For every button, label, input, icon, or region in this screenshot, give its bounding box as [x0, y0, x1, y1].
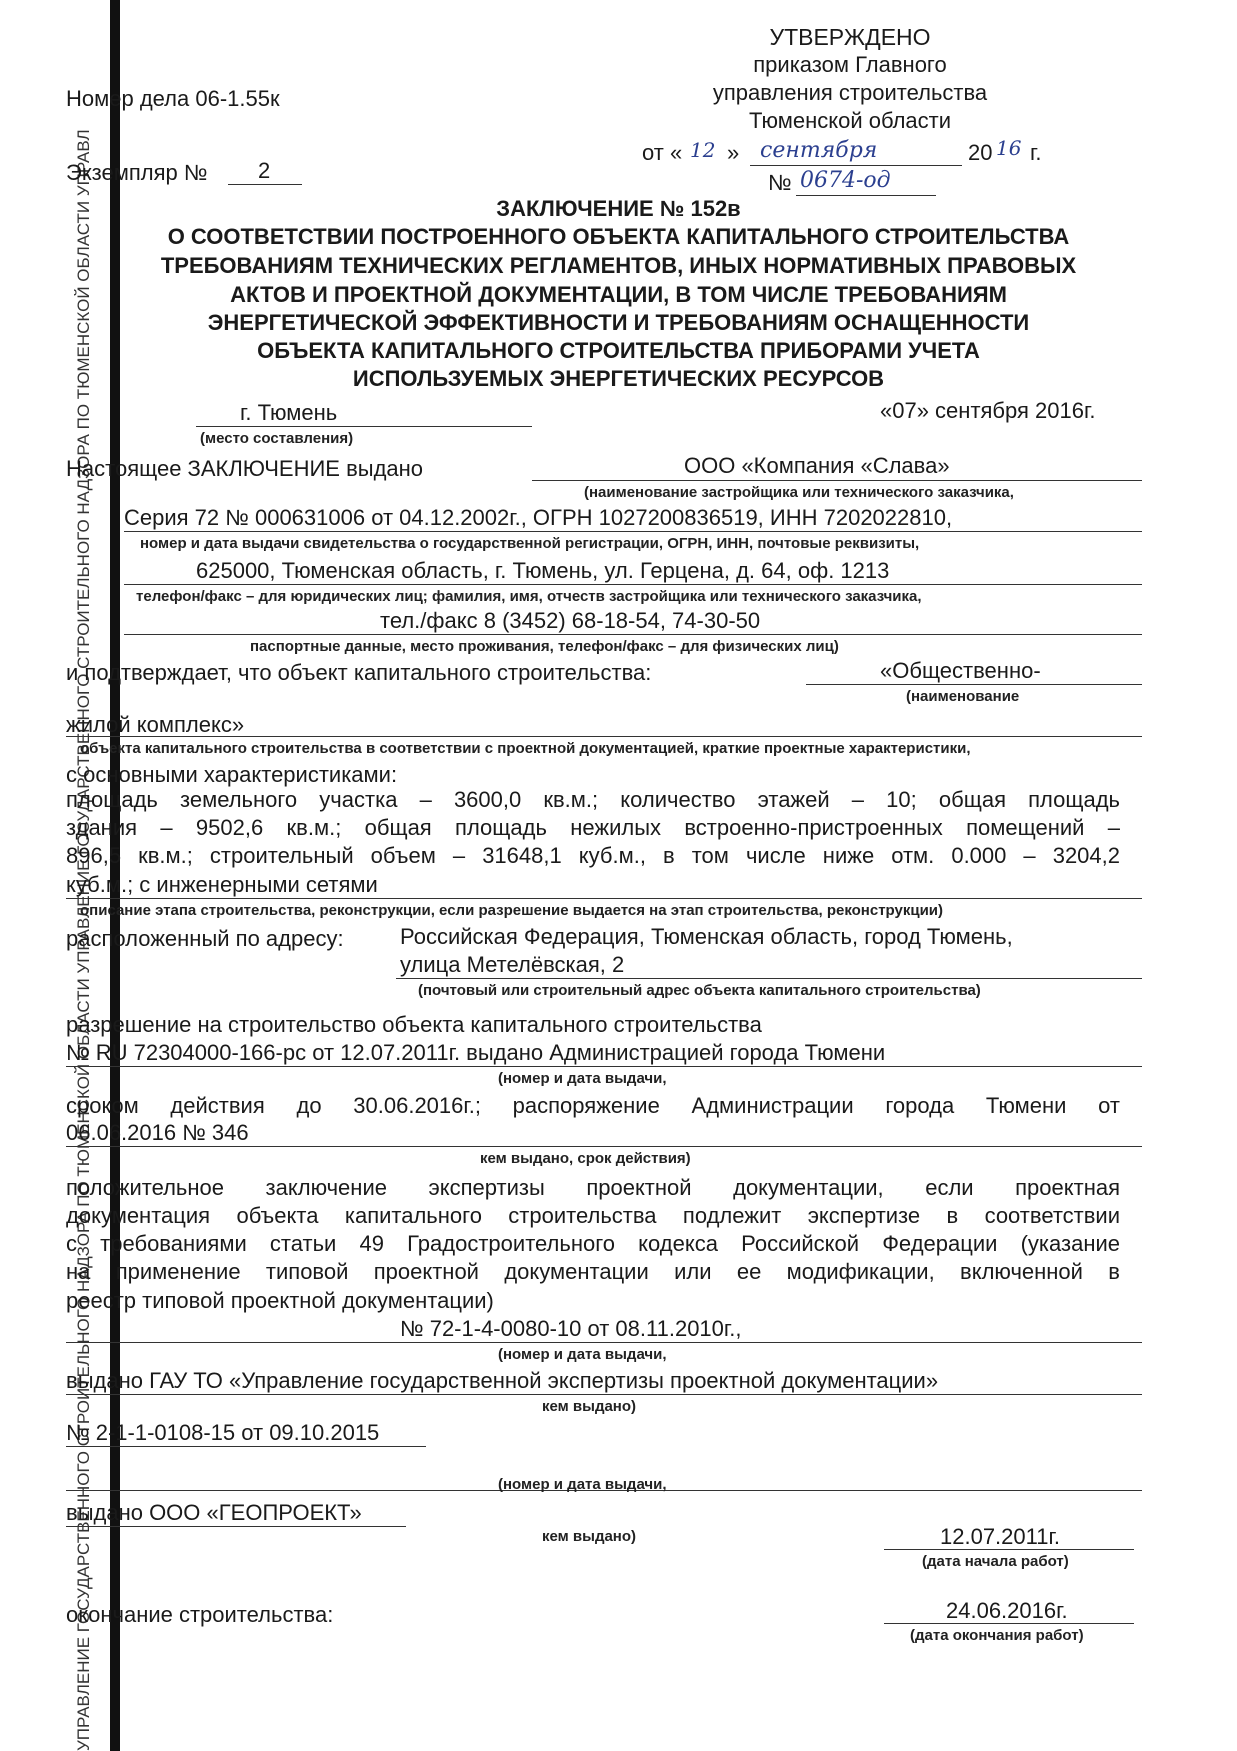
case-number: Номер дела 06-1.55к — [66, 86, 280, 111]
copy-number: 2 — [258, 158, 271, 183]
expertise-number-line — [66, 1342, 1142, 1343]
confirms-label: и подтверждает, что объект капитального строительства: — [66, 660, 652, 685]
copy-label: Экземпляр № — [66, 160, 208, 185]
end-caption: (дата окончания работ) — [910, 1627, 1084, 1644]
second-number-caption: (номер и дата выдачи, — [498, 1476, 667, 1493]
developer-line — [532, 480, 1142, 481]
developer-caption: (наименование застройщика или технического заказчика, — [584, 484, 1014, 501]
location-line1: Российская Федерация, Тюменская область, город Тюмень, — [400, 924, 1013, 949]
characteristics-line4: куб.м.; с инженерными сетями — [66, 872, 378, 897]
phone-line — [124, 634, 1142, 635]
end-date: 24.06.2016г. — [946, 1598, 1068, 1623]
approval-line3: Тюменской области — [748, 108, 952, 133]
expertise-line5: реестр типовой проектной документации) — [66, 1288, 494, 1313]
place-caption: (место составления) — [200, 430, 354, 447]
validity-caption: кем выдано, срок действия) — [480, 1150, 691, 1167]
stage-caption: описание этапа строительства, реконструкции, если разрешение выдается на этап строительства, реконструкции) — [80, 902, 944, 919]
expertise-number-caption: (номер и дата выдачи, — [498, 1346, 667, 1363]
postal-caption: телефон/факс – для юридических лиц; фамилия, имя, отчеств застройщика или технического заказчика, — [136, 588, 922, 605]
validity-line2: 06.06.2016 № 346 — [66, 1120, 249, 1145]
approval-date-mid: » — [727, 140, 740, 165]
second-number: № 2-1-1-0108-15 от 09.10.2015 — [66, 1420, 380, 1445]
second-number-underline — [66, 1446, 426, 1447]
heading-line6: ОБЪЕКТА КАПИТАЛЬНОГО СТРОИТЕЛЬСТВА ПРИБОРАМИ УЧЕТА — [257, 338, 980, 363]
place-line — [196, 426, 532, 427]
expertise-issuer-caption: кем выдано) — [542, 1398, 637, 1415]
postal-line — [124, 584, 1142, 585]
approval-month-line — [750, 165, 962, 166]
postal-address: 625000, Тюменская область, г. Тюмень, ул. Герцена, д. 64, оф. 1213 — [196, 558, 890, 583]
document-date: «07» сентября 2016г. — [880, 398, 1096, 423]
characteristics-line3: 896,5 кв.м.; строительный объем – 31648,1 куб.м., в том числе ниже отм. 0.000 – 3204,2 — [66, 843, 1120, 868]
location-underline — [396, 978, 1142, 979]
approval-date-prefix: от « — [642, 140, 683, 165]
heading-line1: ЗАКЛЮЧЕНИЕ № 152в — [496, 196, 741, 221]
expertise-line2: документация объекта капитального строительства подлежит экспертизе в соответствии — [66, 1203, 1120, 1228]
approval-num: 0674-од — [800, 168, 891, 193]
expertise-issuer-line — [66, 1394, 1142, 1395]
registration: Серия 72 № 000631006 от 04.12.2002г., ОГРН 1027200836519, ИНН 7202022810, — [124, 505, 953, 530]
second-issuer-underline — [66, 1526, 406, 1527]
object-name-part2: жилой комплекс» — [66, 712, 245, 737]
developer-name: ООО «Компания «Слава» — [684, 453, 950, 478]
object-name-line1 — [806, 684, 1142, 685]
phone-caption: паспортные данные, место проживания, телефон/факс – для физических лиц) — [250, 638, 839, 655]
object-name-caption: (наименование — [906, 688, 1020, 705]
heading-line7: ИСПОЛЬЗУЕМЫХ ЭНЕРГЕТИЧЕСКИХ РЕСУРСОВ — [352, 366, 885, 391]
approval-num-label: № — [768, 170, 792, 195]
approval-title: УТВЕРЖДЕНО — [769, 24, 931, 50]
object-caption: объекта капитального строительства в соответствии с проектной документацией, краткие проектные характеристики, — [80, 740, 971, 757]
start-caption: (дата начала работ) — [922, 1553, 1069, 1570]
permit-value: № RU 72304000-166-рс от 12.07.2011г. выдано Администрацией города Тюмени — [66, 1040, 886, 1065]
characteristics-line — [66, 898, 1142, 899]
approval-year-end: г. — [1030, 140, 1042, 165]
validity-line1: сроком действия до 30.06.2016г.; распоряжение Администрации города Тюмени от — [66, 1093, 1120, 1118]
heading-line2: О СООТВЕТСТВИИ ПОСТРОЕННОГО ОБЪЕКТА КАПИТАЛЬНОГО СТРОИТЕЛЬСТВА — [167, 224, 1070, 249]
approval-year-prefix: 20 — [968, 140, 993, 165]
approval-line1: приказом Главного — [753, 52, 947, 77]
characteristics-line2: здания – 9502,6 кв.м.; общая площадь нежилых встроенно-пристроенных помещений – — [66, 815, 1120, 840]
permit-label: разрешение на строительство объекта капитального строительства — [66, 1012, 762, 1037]
approval-year-suffix: 16 — [996, 136, 1022, 160]
permit-line — [66, 1066, 1142, 1067]
expertise-line4: на применение типовой проектной документации или ее модификации, включенной в — [66, 1259, 1120, 1284]
characteristics-line1: площадь земельного участка – 3600,0 кв.м.; количество этажей – 10; общая площадь — [66, 787, 1120, 812]
expertise-line3: с требованиями статьи 49 Градостроительного кодекса Российской Федерации (указание — [66, 1231, 1120, 1256]
heading-line4: АКТОВ И ПРОЕКТНОЙ ДОКУМЕНТАЦИИ, В ТОМ ЧИСЛЕ ТРЕБОВАНИЯМ — [230, 282, 1007, 307]
end-label: окончание строительства: — [66, 1602, 334, 1627]
end-date-line — [884, 1623, 1134, 1624]
object-name-part1: «Общественно- — [880, 658, 1041, 683]
place: г. Тюмень — [240, 400, 338, 425]
validity-line — [66, 1146, 1142, 1147]
registration-caption: номер и дата выдачи свидетельства о государственной регистрации, ОГРН, ИНН, почтовые реквизиты, — [140, 535, 920, 552]
issued-label: Настоящее ЗАКЛЮЧЕНИЕ выдано — [66, 456, 424, 481]
characteristics-intro: с основными характеристиками: — [66, 762, 398, 787]
heading-line3: ТРЕБОВАНИЯМ ТЕХНИЧЕСКИХ РЕГЛАМЕНТОВ, ИНЫХ НОРМАТИВНЫХ ПРАВОВЫХ — [160, 253, 1077, 278]
heading-line5: ЭНЕРГЕТИЧЕСКОЙ ЭФФЕКТИВНОСТИ И ТРЕБОВАНИЯМ ОСНАЩЕННОСТИ — [207, 310, 1030, 335]
permit-caption: (номер и дата выдачи, — [498, 1070, 667, 1087]
expertise-issuer: выдано ГАУ ТО «Управление государственной экспертизы проектной документации» — [66, 1368, 939, 1393]
start-date: 12.07.2011г. — [940, 1524, 1060, 1549]
approval-month: сентября — [760, 138, 878, 163]
location-caption: (почтовый или строительный адрес объекта капитального строительства) — [418, 982, 981, 999]
approval-day: 12 — [690, 138, 716, 162]
copy-number-line — [228, 184, 302, 185]
registration-line — [124, 531, 1142, 532]
location-line2: улица Метелёвская, 2 — [400, 952, 625, 977]
expertise-number: № 72-1-4-0080-10 от 08.11.2010г., — [400, 1316, 742, 1341]
approval-line2: управления строительства — [712, 80, 988, 105]
expertise-line1: положительное заключение экспертизы проектной документации, если проектная — [66, 1175, 1120, 1200]
second-issuer: выдано ООО «ГЕОПРОЕКТ» — [66, 1500, 362, 1525]
location-label: расположенный по адресу: — [66, 926, 344, 951]
start-date-line — [884, 1549, 1134, 1550]
object-name-line2 — [66, 736, 1142, 737]
phone: тел./факс 8 (3452) 68-18-54, 74-30-50 — [380, 608, 761, 633]
second-issuer-caption: кем выдано) — [542, 1528, 637, 1545]
vertical-stamp-text: УПРАВЛЕНИЕ ГОСУДАРСТВЕННОГО СТРОИТЕЛЬНОГО НАДЗОРА ПО ТЮМЕНСКОЙ ОБЛАСТИ УПРАВЛЕНИЕ ГОСУДАРСТВЕННОГО СТРОИТЕЛЬНОГО НАДЗОРА ПО ТЮМЕНСКОЙ ОБЛАСТИ УПРАВЛ — [74, 129, 93, 1751]
